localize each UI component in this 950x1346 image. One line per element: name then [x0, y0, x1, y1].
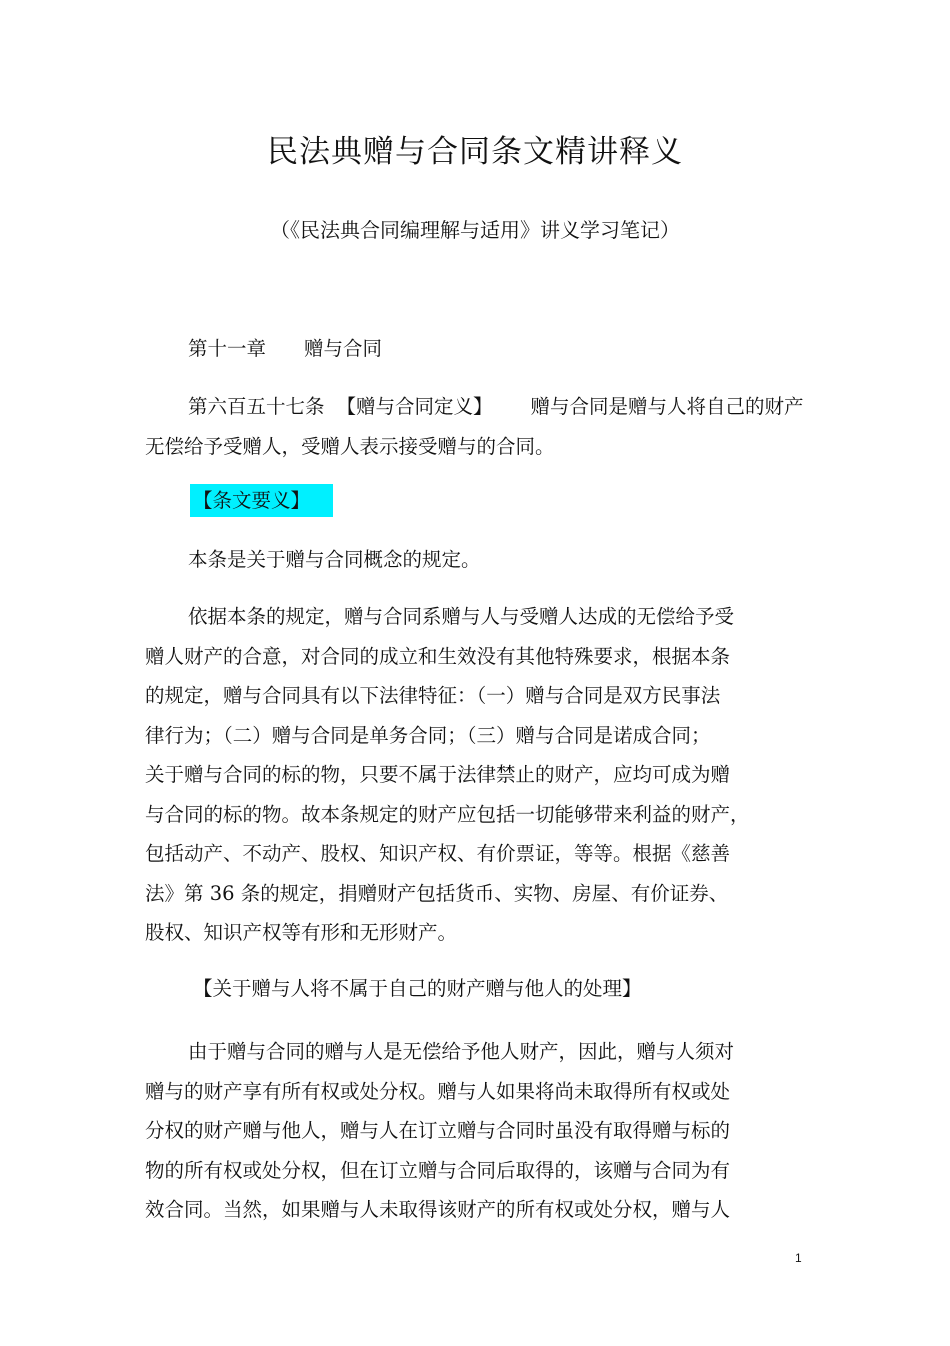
text-line: 与合同的标的物。故本条规定的财产应包括一切能够带来利益的财产，	[145, 802, 750, 826]
article-number: 第六百五十七条	[188, 395, 325, 418]
article-block	[145, 387, 805, 466]
intro-paragraph: 本条是关于赠与合同概念的规定。	[188, 548, 481, 571]
text-line: 赠人财产的合意，对合同的成立和生效没有其他特殊要求，根据本条	[145, 644, 731, 668]
chapter-heading	[145, 329, 805, 369]
text-line: 分权的财产赠与他人，赠与人在订立赠与合同时虽没有取得赠与标的	[145, 1119, 731, 1142]
page-title: 民法典赠与合同条文精讲释义	[267, 134, 683, 170]
chapter-name: 赠与合同	[304, 337, 383, 360]
chapter-number: 第十一章	[188, 337, 267, 360]
text-line: 由于赠与合同的赠与人是无偿给予他人财产，因此，赠与人须对	[188, 1040, 735, 1063]
text-line: 股权、知识产权等有形和无形财产。	[145, 921, 458, 944]
article-text: 赠与合同是赠与人将自己的财产无偿给予受赠人，受赠人表示接受赠与的合同。	[145, 395, 804, 458]
text-line: 的规定，赠与合同具有以下法律特征：（一）赠与合同是双方民事法	[145, 684, 721, 707]
text-line: 律行为；（二）赠与合同是单务合同；（三）赠与合同是诺成合同；	[145, 723, 711, 747]
text-line: 依据本条的规定，赠与合同系赠与人与受赠人达成的无偿给予受	[188, 605, 735, 628]
page-subtitle: （《民法典合同编理解与适用》讲义学习笔记）	[270, 218, 680, 242]
text-line: 包括动产、不动产、股权、知识产权、有价票证，等等。根据《慈善	[145, 842, 731, 865]
text-line: 赠与的财产享有所有权或处分权。赠与人如果将尚未取得所有权或处	[145, 1079, 731, 1103]
text-line: 法》第 36 条的规定，捐赠财产包括货币、实物、房屋、有价证券、	[145, 881, 729, 905]
text-line: 关于赠与合同的标的物，只要不属于法律禁止的财产，应均可成为赠	[145, 763, 731, 786]
section-subheading: 【关于赠与人将不属于自己的财产赠与他人的处理】	[193, 977, 642, 1000]
main-paragraph	[145, 597, 805, 953]
article-heading: 【赠与合同定义】	[336, 395, 493, 418]
text-line: 效合同。当然，如果赠与人未取得该财产的所有权或处分权，赠与人	[145, 1198, 731, 1221]
text-line: 物的所有权或处分权，但在订立赠与合同后取得的，该赠与合同为有	[145, 1158, 731, 1182]
page-number: 1	[795, 1251, 802, 1265]
highlighted-tag: 【条文要义】	[190, 484, 333, 517]
last-paragraph	[145, 1032, 805, 1230]
